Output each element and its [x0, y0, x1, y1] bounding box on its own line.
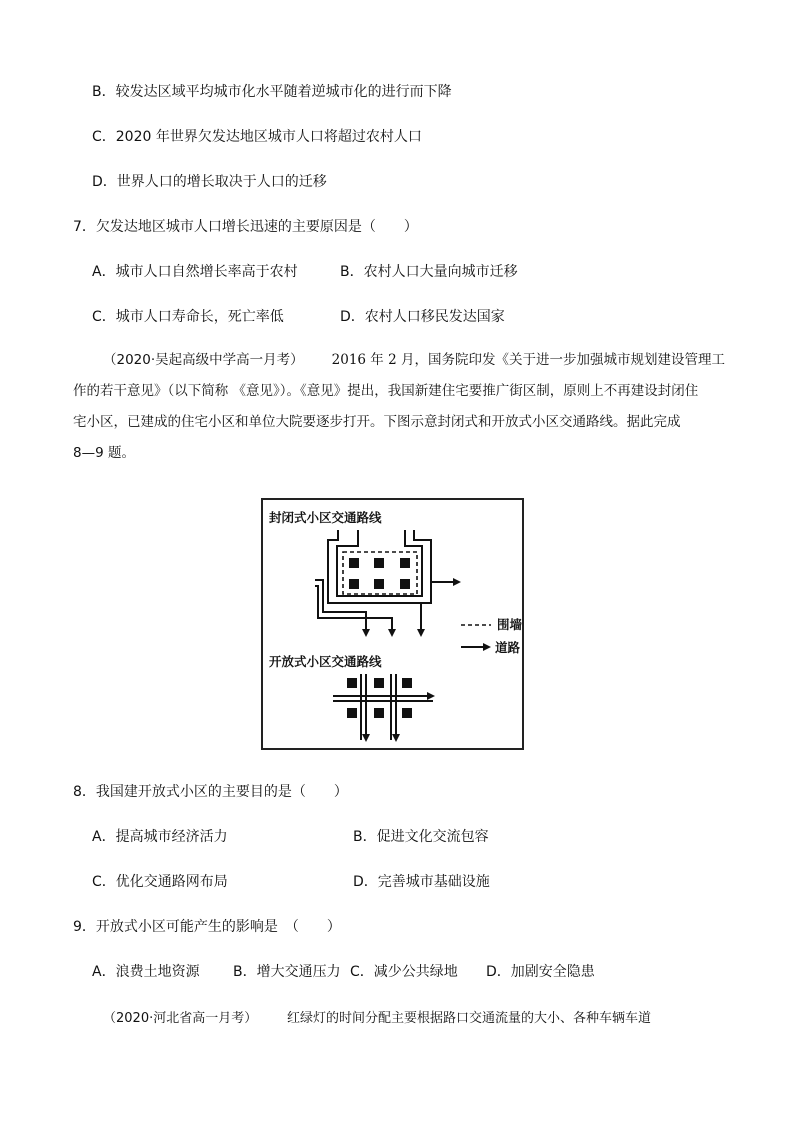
open-community-buildings	[347, 678, 412, 718]
legend-road-label: 道路	[495, 640, 521, 655]
q7-option-d: D．农村人口移民发达国家	[340, 309, 505, 325]
passage-1	[73, 345, 723, 469]
q9-option-a: A．浪费土地资源	[92, 964, 200, 980]
passage-1-source: （2020·吴起高级中学高一月考）	[103, 352, 304, 368]
q6-option-b: B．较发达区域平均城市化水平随着逆城市化的进行而下降	[92, 84, 452, 100]
q7-option-a: A．城市人口自然增长率高于农村	[92, 264, 298, 280]
closed-community-roads	[315, 530, 459, 635]
passage-1-line-1: 2016 年 2 月，国务院印发《关于进一步加强城市规划建设管理工	[331, 352, 725, 368]
q9-option-b: B．增大交通压力	[233, 964, 341, 980]
q6-option-c: C．2020 年世界欠发达地区城市人口将超过农村人口	[92, 129, 422, 145]
traffic-route-figure	[261, 498, 524, 750]
q9-option-c: C．减少公共绿地	[350, 964, 458, 980]
passage-2-text: 红绿灯的时间分配主要根据路口交通流量的大小、各种车辆车道	[287, 1011, 652, 1026]
q7-option-b: B．农村人口大量向城市迁移	[340, 264, 518, 280]
legend-wall-label: 围墙	[497, 617, 523, 632]
q8-option-c: C．优化交通路网布局	[92, 874, 228, 890]
q9-stem: 9．开放式小区可能产生的影响是 （ ）	[73, 919, 341, 935]
q9-option-d: D．加剧安全隐患	[486, 964, 595, 980]
q7-stem: 7．欠发达地区城市人口增长迅速的主要原因是（ ）	[73, 219, 418, 235]
passage-1-line-4: 8—9 题。	[73, 445, 135, 461]
passage-1-line-2: 作的若干意见》（以下简称 《意见》）。《意见》提出，我国新建住宅要推广街区制，原则上不再建设封闭住	[73, 383, 699, 399]
q8-option-d: D．完善城市基础设施	[353, 874, 490, 890]
closed-community-buildings	[349, 558, 410, 589]
open-community-title: 开放式小区交通路线	[269, 654, 382, 669]
q7-option-c: C．城市人口寿命长，死亡率低	[92, 309, 284, 325]
passage-2-source: （2020·河北省高一月考）	[103, 1011, 258, 1026]
q8-option-b: B．促进文化交流包容	[353, 829, 489, 845]
q6-option-d: D．世界人口的增长取决于人口的迁移	[92, 174, 327, 190]
route-diagram	[263, 500, 522, 748]
q8-stem: 8．我国建开放式小区的主要目的是（ ）	[73, 784, 348, 800]
passage-1-line-3: 宅小区，已建成的住宅小区和单位大院要逐步打开。下图示意封闭式和开放式小区交通路线。据此完成	[73, 414, 681, 430]
closed-community-title: 封闭式小区交通路线	[269, 510, 382, 525]
q8-option-a: A．提高城市经济活力	[92, 829, 228, 845]
